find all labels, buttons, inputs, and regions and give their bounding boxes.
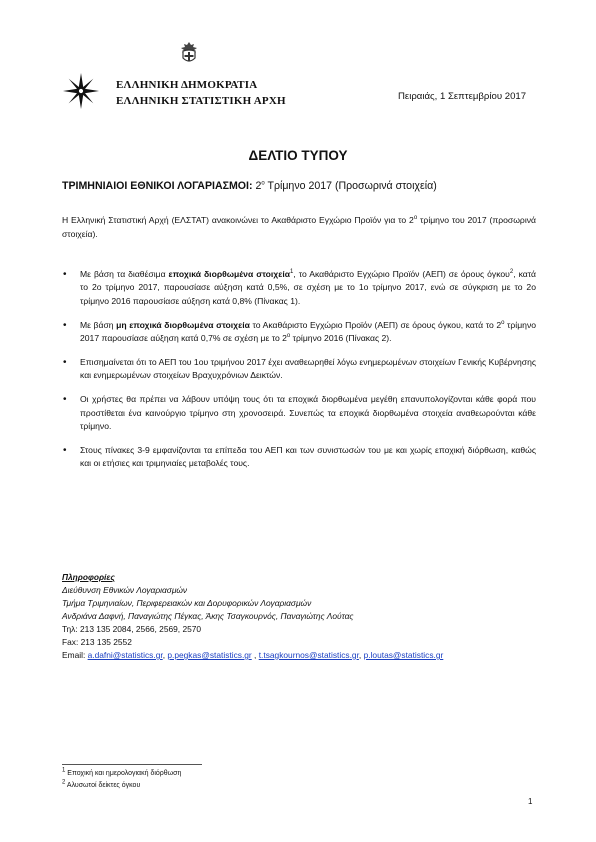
email-label: Email: xyxy=(62,650,88,660)
footnote-1-number: 1 xyxy=(62,767,66,774)
bullet4-text: Οι χρήστες θα πρέπει να λάβουν υπόψη τους ότι τα εποχικά διορθωμένα μεγέθη επανυπολογίζονται κάθε φορά που προστίθεται ένα καινούργιο τρίμηνο στη χρονοσειρά. Συνεπώς τα εποχικά διορθωμένα στοιχεία αναθεωρούνται κάθε τρίμηνο. xyxy=(80,394,536,432)
bullet2-bold: μη εποχικά διορθωμένα στοιχεία xyxy=(116,319,250,330)
bullet-marker: • xyxy=(63,394,67,406)
bullet1-text-1: Με βάση τα διαθέσιμα xyxy=(80,269,169,279)
footnote-ref-2: 2 xyxy=(509,269,514,276)
intro-paragraph xyxy=(62,214,536,241)
email-link-pegkas[interactable]: p.pegkas@statistics.gr xyxy=(167,650,252,660)
bullet-marker: • xyxy=(63,357,67,369)
intro-text-2: τρίμηνο του 2017 (προσωρινά στοιχεία). xyxy=(62,215,536,239)
bullet-seasonally-adjusted xyxy=(62,268,536,308)
bullet-marker: • xyxy=(63,445,67,457)
contacts-phone: Τηλ: 213 135 2084, 2566, 2569, 2570 xyxy=(62,624,202,634)
bullet2-text-1: Με βάση xyxy=(80,319,117,330)
bullet2-text-4: τρίμηνο 2016 (Πίνακας 2). xyxy=(290,333,392,344)
page-number: 1 xyxy=(528,797,533,806)
intro-ordinal: ο xyxy=(413,215,418,222)
bullet-revision-note xyxy=(62,356,536,383)
contacts-email-line: Email: a.dafni@statistics.gr, p.pegkas@statistics.gr , t.tsagkournos@statistics.gr, p.loutas@statistics.gr xyxy=(62,650,444,660)
contact-information xyxy=(62,571,542,662)
contacts-persons: Ανδριάνα Δαφνή, Παναγιώτης Πέγκας, Άκης Τσαγκουρνός, Παναγιώτης Λούτας xyxy=(62,611,354,621)
subtitle-rest: Τρίμηνο 2017 (Προσωρινά στοιχεία) xyxy=(264,180,437,192)
bullet5-text: Στους πίνακες 3-9 εμφανίζονται τα επίπεδα του ΑΕΠ και των συνιστωσών του με και χωρίς εποχική διόρθωση, καθώς και οι ετήσιες και τριμηνιαίες μεταβολές τους. xyxy=(80,445,536,469)
footnote-2-text: Αλυσωτοί δείκτες όγκου xyxy=(65,782,141,789)
subtitle-heading: ΤΡΙΜΗΝΙΑΙΟΙ ΕΘΝΙΚΟΙ ΛΟΓΑΡΙΑΣΜΟΙ: xyxy=(62,180,253,192)
bullet1-text-3: , κατά το 2ο τρίμηνο 2017, παρουσίασε αύξηση κατά 0,5%, σε σχέση με το 1ο τρίμηνο 2017, ενώ σε σύγκριση με το 2ο τρίμηνο 2016 παρουσίασε αύξηση κατά 0,8% (Πίνακας 1). xyxy=(80,269,536,306)
contacts-heading: Πληροφορίες xyxy=(62,572,115,582)
bullet1-bold: εποχικά διορθωμένα στοιχεία xyxy=(168,269,291,279)
subtitle-ordinal: ο xyxy=(261,180,265,187)
footnote-ref-1: 1 xyxy=(290,269,294,276)
footnote-separator xyxy=(62,764,202,765)
contacts-division: Τμήμα Τριμηνιαίων, Περιφερειακών και Δορυφορικών Λογαριασμών xyxy=(62,598,312,608)
greek-coat-of-arms-icon xyxy=(178,41,200,65)
bullet-marker: • xyxy=(63,269,67,280)
org-name-republic: ΕΛΛΗΝΙΚΗ ΔΗΜΟΚΡΑΤΙΑ xyxy=(116,79,258,91)
contacts-directorate: Διεύθυνση Εθνικών Λογαριασμών xyxy=(62,585,188,595)
org-name-authority: ΕΛΛΗΝΙΚΗ ΣΤΑΤΙΣΤΙΚΗ ΑΡΧΗ xyxy=(116,95,286,107)
document-subtitle xyxy=(62,180,437,192)
bullet2-ordinal-1: ο xyxy=(501,319,505,326)
bullet3-text: Επισημαίνεται ότι το ΑΕΠ του 1ου τριμήνου 2017 έχει αναθεωρηθεί λόγω ενημερωμένων στοιχείων Γενικής Κυβέρνησης και ενημερωμένων στοιχείων Βραχυχρόνιων Δεικτών. xyxy=(80,357,536,381)
email-link-loutas[interactable]: p.loutas@statistics.gr xyxy=(363,650,444,660)
footnote-2 xyxy=(62,781,140,791)
bullet2-text-3: τρίμηνο 2017 παρουσίασε αύξηση κατά 0,7% σε σχέση με το 2 xyxy=(80,319,537,344)
footnote-1 xyxy=(62,769,181,779)
footnote-2-number: 2 xyxy=(62,779,66,786)
document-title: ΔΕΛΤΙΟ ΤΥΠΟΥ xyxy=(248,148,348,163)
bullet-tables-note xyxy=(62,444,536,471)
bullet1-text-2: , το Ακαθάριστο Εγχώριο Προϊόν (ΑΕΠ) σε όρους όγκου xyxy=(293,269,510,279)
bullet-users-note xyxy=(62,393,536,433)
release-date: Πειραιάς, 1 Σεπτεμβρίου 2017 xyxy=(398,91,527,102)
contacts-fax: Fax: 213 135 2552 xyxy=(62,637,132,647)
bullet2-ordinal-2: ο xyxy=(286,333,291,340)
email-link-dafni[interactable]: a.dafni@statistics.gr xyxy=(87,650,163,660)
bullet-marker: • xyxy=(63,319,67,331)
elstat-star-logo-icon xyxy=(62,72,100,110)
subtitle-quarter-number: 2 xyxy=(255,180,262,192)
intro-text-1: Η Ελληνική Στατιστική Αρχή (ΕΛΣΤΑΤ) ανακοινώνει το Ακαθάριστο Εγχώριο Προϊόν για το 2 xyxy=(62,215,414,225)
bullet-non-seasonally-adjusted xyxy=(62,319,536,346)
email-link-tsagkournos[interactable]: t.tsagkournos@statistics.gr xyxy=(258,650,359,660)
key-points-list xyxy=(62,268,536,481)
footnote-1-text: Εποχική και ημερολογιακή διόρθωση xyxy=(65,770,182,777)
bullet2-text-2: το Ακαθάριστο Εγχώριο Προϊόν (ΑΕΠ) σε όρους όγκου, κατά το 2 xyxy=(249,319,502,330)
